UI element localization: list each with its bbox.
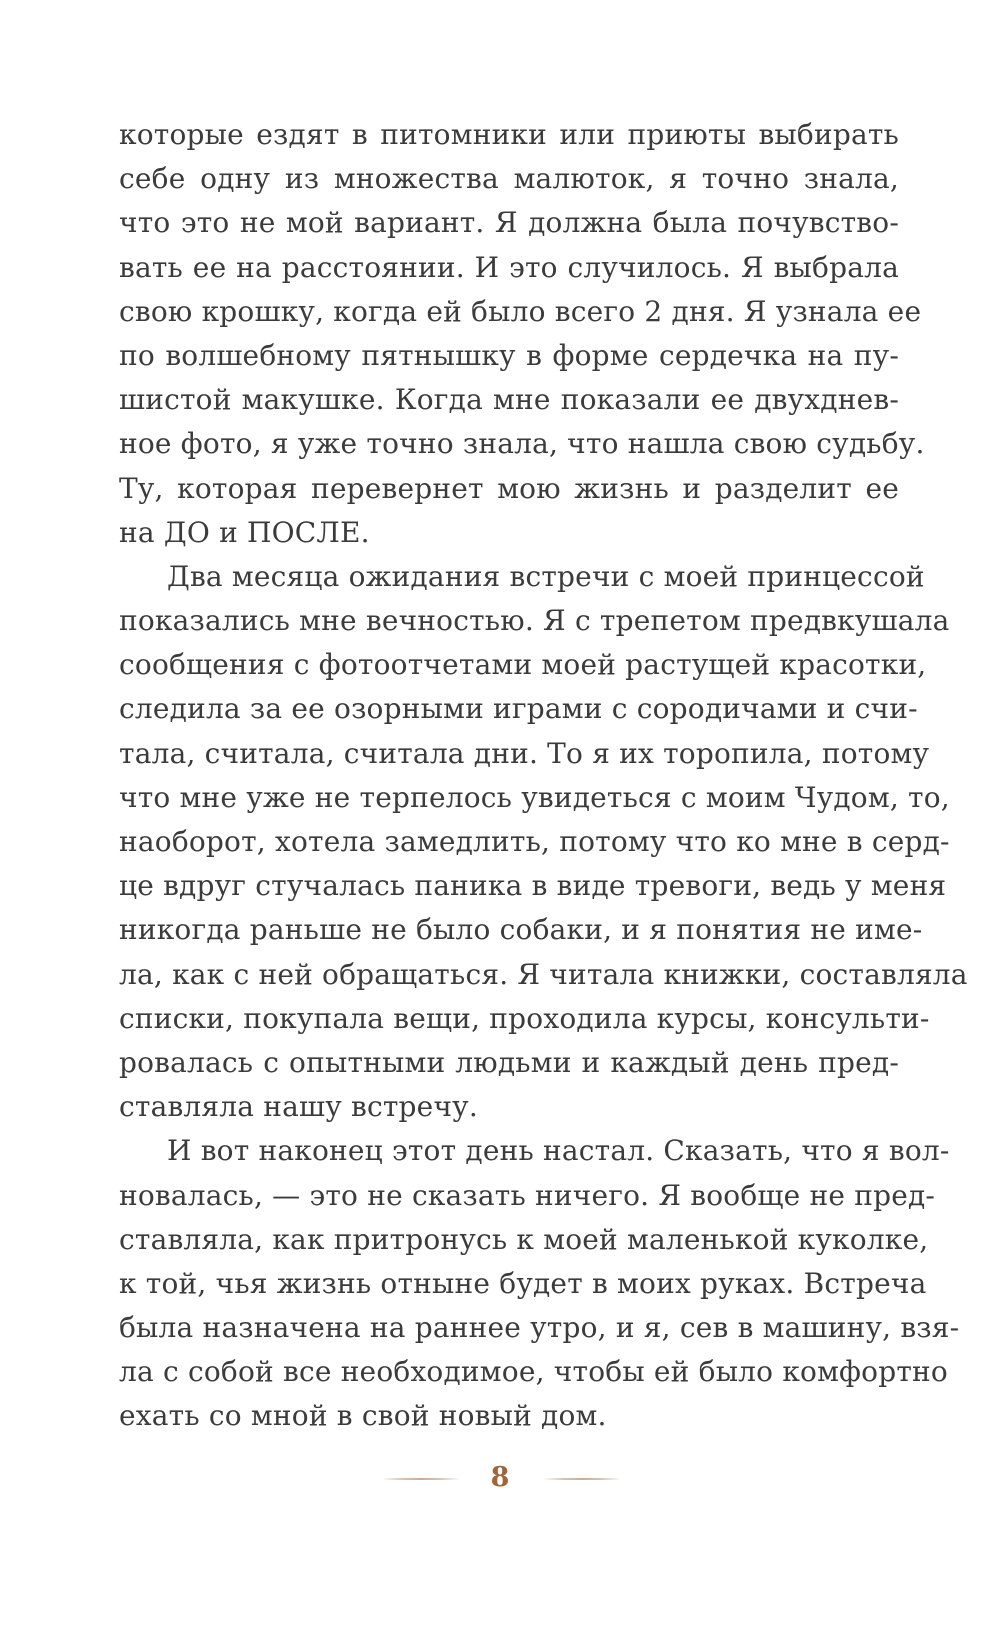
text-line: шистой макушке. Когда мне показали ее двухднев- bbox=[119, 383, 899, 417]
text-line: что это не мой вариант. Я должна была почувство- bbox=[119, 206, 899, 240]
text-line: показались мне вечностью. Я с трепетом предвкушала bbox=[119, 604, 950, 638]
text-line: списки, покупала вещи, проходила курсы, консульти- bbox=[119, 1001, 930, 1035]
text-line: наоборот, хотела замедлить, потому что ко мне в серд- bbox=[119, 825, 950, 858]
text-line: ровалась с опытными людьми и каждый день пред- bbox=[119, 1045, 899, 1079]
page-number: 8 bbox=[490, 1462, 510, 1493]
text-line: тала, считала, считала дни. То я их торопила, потому bbox=[119, 736, 930, 770]
text-line: ставляла, как притронусь к моей маленькой куколке, bbox=[119, 1222, 929, 1256]
text-line: ехать со мной в свой новый дом. bbox=[119, 1399, 607, 1433]
text-line: по волшебному пятнышку в форме сердечка на пу- bbox=[119, 338, 899, 372]
body-text bbox=[119, 113, 968, 1439]
text-line: что мне уже не терпелось увидеться с моим Чудом, то, bbox=[119, 780, 950, 814]
text-line: никогда раньше не было собаки, и я понятия не име- bbox=[119, 913, 923, 947]
text-line: сообщения с фотоотчетами моей растущей красотки, bbox=[119, 648, 927, 682]
text-line: ставляла нашу встречу. bbox=[119, 1090, 478, 1124]
right-ornament-icon bbox=[543, 1477, 621, 1481]
text-line: вать ее на расстоянии. И это случилось. Я выбрала bbox=[119, 250, 899, 284]
text-line: свою крошку, когда ей было всего 2 дня. Я узнала ее bbox=[119, 294, 922, 328]
text-line: ла с собой все необходимое, чтобы ей было комфортно bbox=[119, 1355, 948, 1389]
page-footer bbox=[0, 1458, 1000, 1498]
text-line: была назначена на раннее утро, и я, сев в машину, взя- bbox=[119, 1311, 960, 1345]
text-line: на ДО и ПОСЛЕ. bbox=[119, 515, 370, 549]
text-line: це вдруг стучалась паника в виде тревоги, ведь у меня bbox=[119, 869, 947, 903]
text-line: Ту, которая перевернет мою жизнь и разделит ее bbox=[119, 471, 899, 505]
text-line: ла, как с ней обращаться. Я читала книжки, составляла bbox=[119, 957, 968, 991]
paragraph-start-line: Два месяца ожидания встречи с моей принцессой bbox=[167, 559, 925, 593]
text-line: ное фото, я уже точно знала, что нашла свою судьбу. bbox=[119, 427, 925, 461]
text-line: следила за ее озорными играми с сородичами и счи- bbox=[119, 692, 918, 726]
text-line: себе одну из множества малюток, я точно знала, bbox=[119, 162, 899, 196]
text-line: которые ездят в питомники или приюты выбирать bbox=[119, 118, 899, 151]
paragraph-start-line: И вот наконец этот день настал. Сказать, что я вол- bbox=[167, 1134, 950, 1168]
text-line: новалась, — это не сказать ничего. Я вообще не пред- bbox=[119, 1178, 936, 1212]
left-ornament-icon bbox=[382, 1477, 460, 1481]
text-line: к той, чья жизнь отныне будет в моих руках. Встреча bbox=[119, 1266, 927, 1300]
